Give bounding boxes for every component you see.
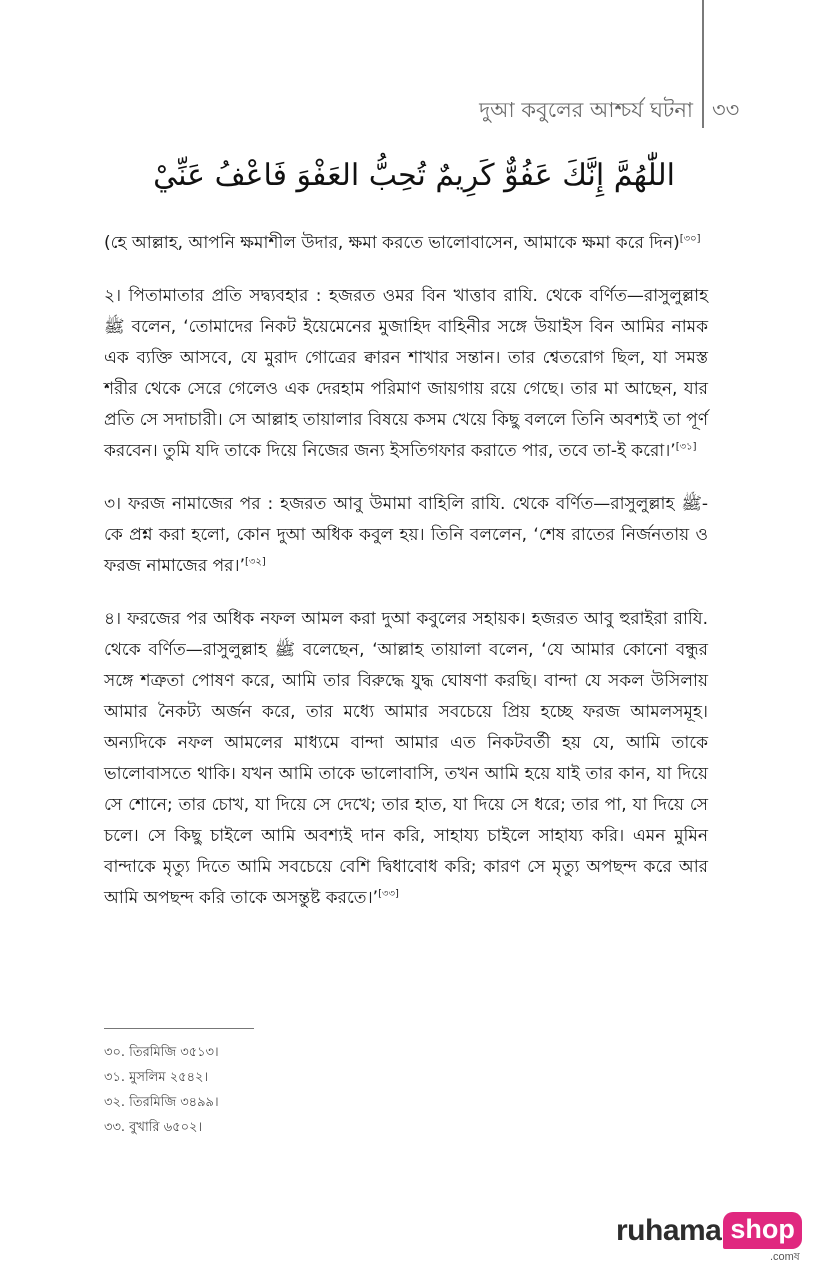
ruhamashop-logo	[616, 1212, 802, 1263]
footnote-item: ৩২. তিরমিজি ৩৪৯৯।	[104, 1095, 219, 1110]
paragraph-fard-prayer	[104, 489, 708, 582]
page-number: ৩৩	[712, 98, 740, 122]
footnote-item: ৩০. তিরমিজি ৩৫১৩।	[104, 1045, 219, 1060]
paragraph-text: ২। পিতামাতার প্রতি সদ্ব্যবহার : হজরত ওমর বিন খাত্তাব রাযি. থেকে বর্ণিত—রাসুলুল্লাহ ﷺ বলেন, ‘তোমাদের নিকট ইয়েমেনের মুজাহিদ বাহিনীর সঙ্গে উয়াইস বিন আমির নামক এক ব্যক্তি আসবে, যে মুরাদ গোত্রের ক্বারন শাখার সন্তান। তার শ্বেতরোগ ছিল, যা সমস্ত শরীর থেকে সেরে গেলেও এক দেরহাম পরিমাণ জায়গায় রয়ে গেছে। তার মা আছেন, যার প্রতি সে সদাচারী। সে আল্লাহ তায়ালার বিষয়ে কসম খেয়ে কিছু বললে তিনি অবশ্যই তা পূর্ণ করবেন। তুমি যদি তাকে দিয়ে নিজের জন্য ইসতিগফার করাতে পার, তবে তা-ই করো।’	[104, 286, 708, 461]
footnote-ref: [৩১]	[675, 441, 697, 453]
paragraph-text: (হে আল্লাহ, আপনি ক্ষমাশীল উদার, ক্ষমা করতে ভালোবাসেন, আমাকে ক্ষমা করে দিন)	[104, 233, 680, 253]
header-divider	[702, 0, 704, 128]
footnote-divider	[104, 1028, 254, 1029]
body-text	[104, 228, 708, 936]
arabic-dua: اللّٰهُمَّ إِنَّكَ عَفُوٌّ كَرِيمٌ تُحِبُّ العَفْوَ فَاعْفُ عَنِّيْ	[153, 158, 675, 193]
paragraph-text: ৩। ফরজ নামাজের পর : হজরত আবু উমামা বাহিলি রাযি. থেকে বর্ণিত—রাসুলুল্লাহ ﷺ-কে প্রশ্ন করা হলো, কোন দুআ অধিক কবুল হয়। তিনি বললেন, ‘শেষ রাতের নির্জনতায় ও ফরজ নামাজের পর।’	[104, 494, 708, 576]
paragraph-translation	[104, 228, 708, 259]
paragraph-parents	[104, 281, 708, 467]
footnote-item: ৩৩. বুখারি ৬৫০২।	[104, 1120, 203, 1135]
logo-shop-badge	[723, 1212, 802, 1263]
logo-text-shop: shop	[723, 1212, 802, 1249]
logo-domain-suffix: .comষ	[769, 1251, 800, 1263]
logo-text-ruhama: ruhama	[616, 1213, 722, 1247]
footnote-ref: [৩২]	[245, 556, 266, 568]
footnotes	[104, 1040, 219, 1140]
running-head: দুআ কবুলের আশ্চর্য ঘটনা	[479, 98, 693, 122]
footnote-ref: [৩৩]	[378, 888, 399, 900]
paragraph-nafl-deeds	[104, 604, 708, 914]
paragraph-text: ৪। ফরজের পর অধিক নফল আমল করা দুআ কবুলের সহায়ক। হজরত আবু হুরাইরা রাযি. থেকে বর্ণিত—রাসুলুল্লাহ ﷺ বলেছেন, ‘আল্লাহ তায়ালা বলেন, ‘যে আমার কোনো বন্ধুর সঙ্গে শত্রুতা পোষণ করে, আমি তার বিরুদ্ধে যুদ্ধ ঘোষণা করছি। বান্দা যে সকল উসিলায় আমার নৈকট্য অর্জন করে, তার মধ্যে আমার সবচেয়ে প্রিয় হচ্ছে ফরজ আমলসমূহ। অন্যদিকে নফল আমলের মাধ্যমে বান্দা আমার এত নিকটবর্তী হয় যে, আমি তাকে ভালোবাসতে থাকি। যখন আমি তাকে ভালোবাসি, তখন আমি হয়ে যাই তার কান, যা দিয়ে সে শোনে; তার চোখ, যা দিয়ে সে দেখে; তার হাত, যা দিয়ে সে ধরে; তার পা, যা দিয়ে সে চলে। সে কিছু চাইলে আমি অবশ্যই দান করি, সাহায্য চাইলে সাহায্য করি। এমন মুমিন বান্দাকে মৃত্যু দিতে আমি সবচেয়ে বেশি দ্বিধাবোধ করি; কারণ সে মৃত্যু অপছন্দ করে আর আমি অপছন্দ করি তাকে অসন্তুষ্ট করতে।’	[104, 609, 708, 908]
footnote-item: ৩১. মুসলিম ২৫৪২।	[104, 1070, 209, 1085]
footnote-ref: [৩০]	[679, 233, 701, 245]
